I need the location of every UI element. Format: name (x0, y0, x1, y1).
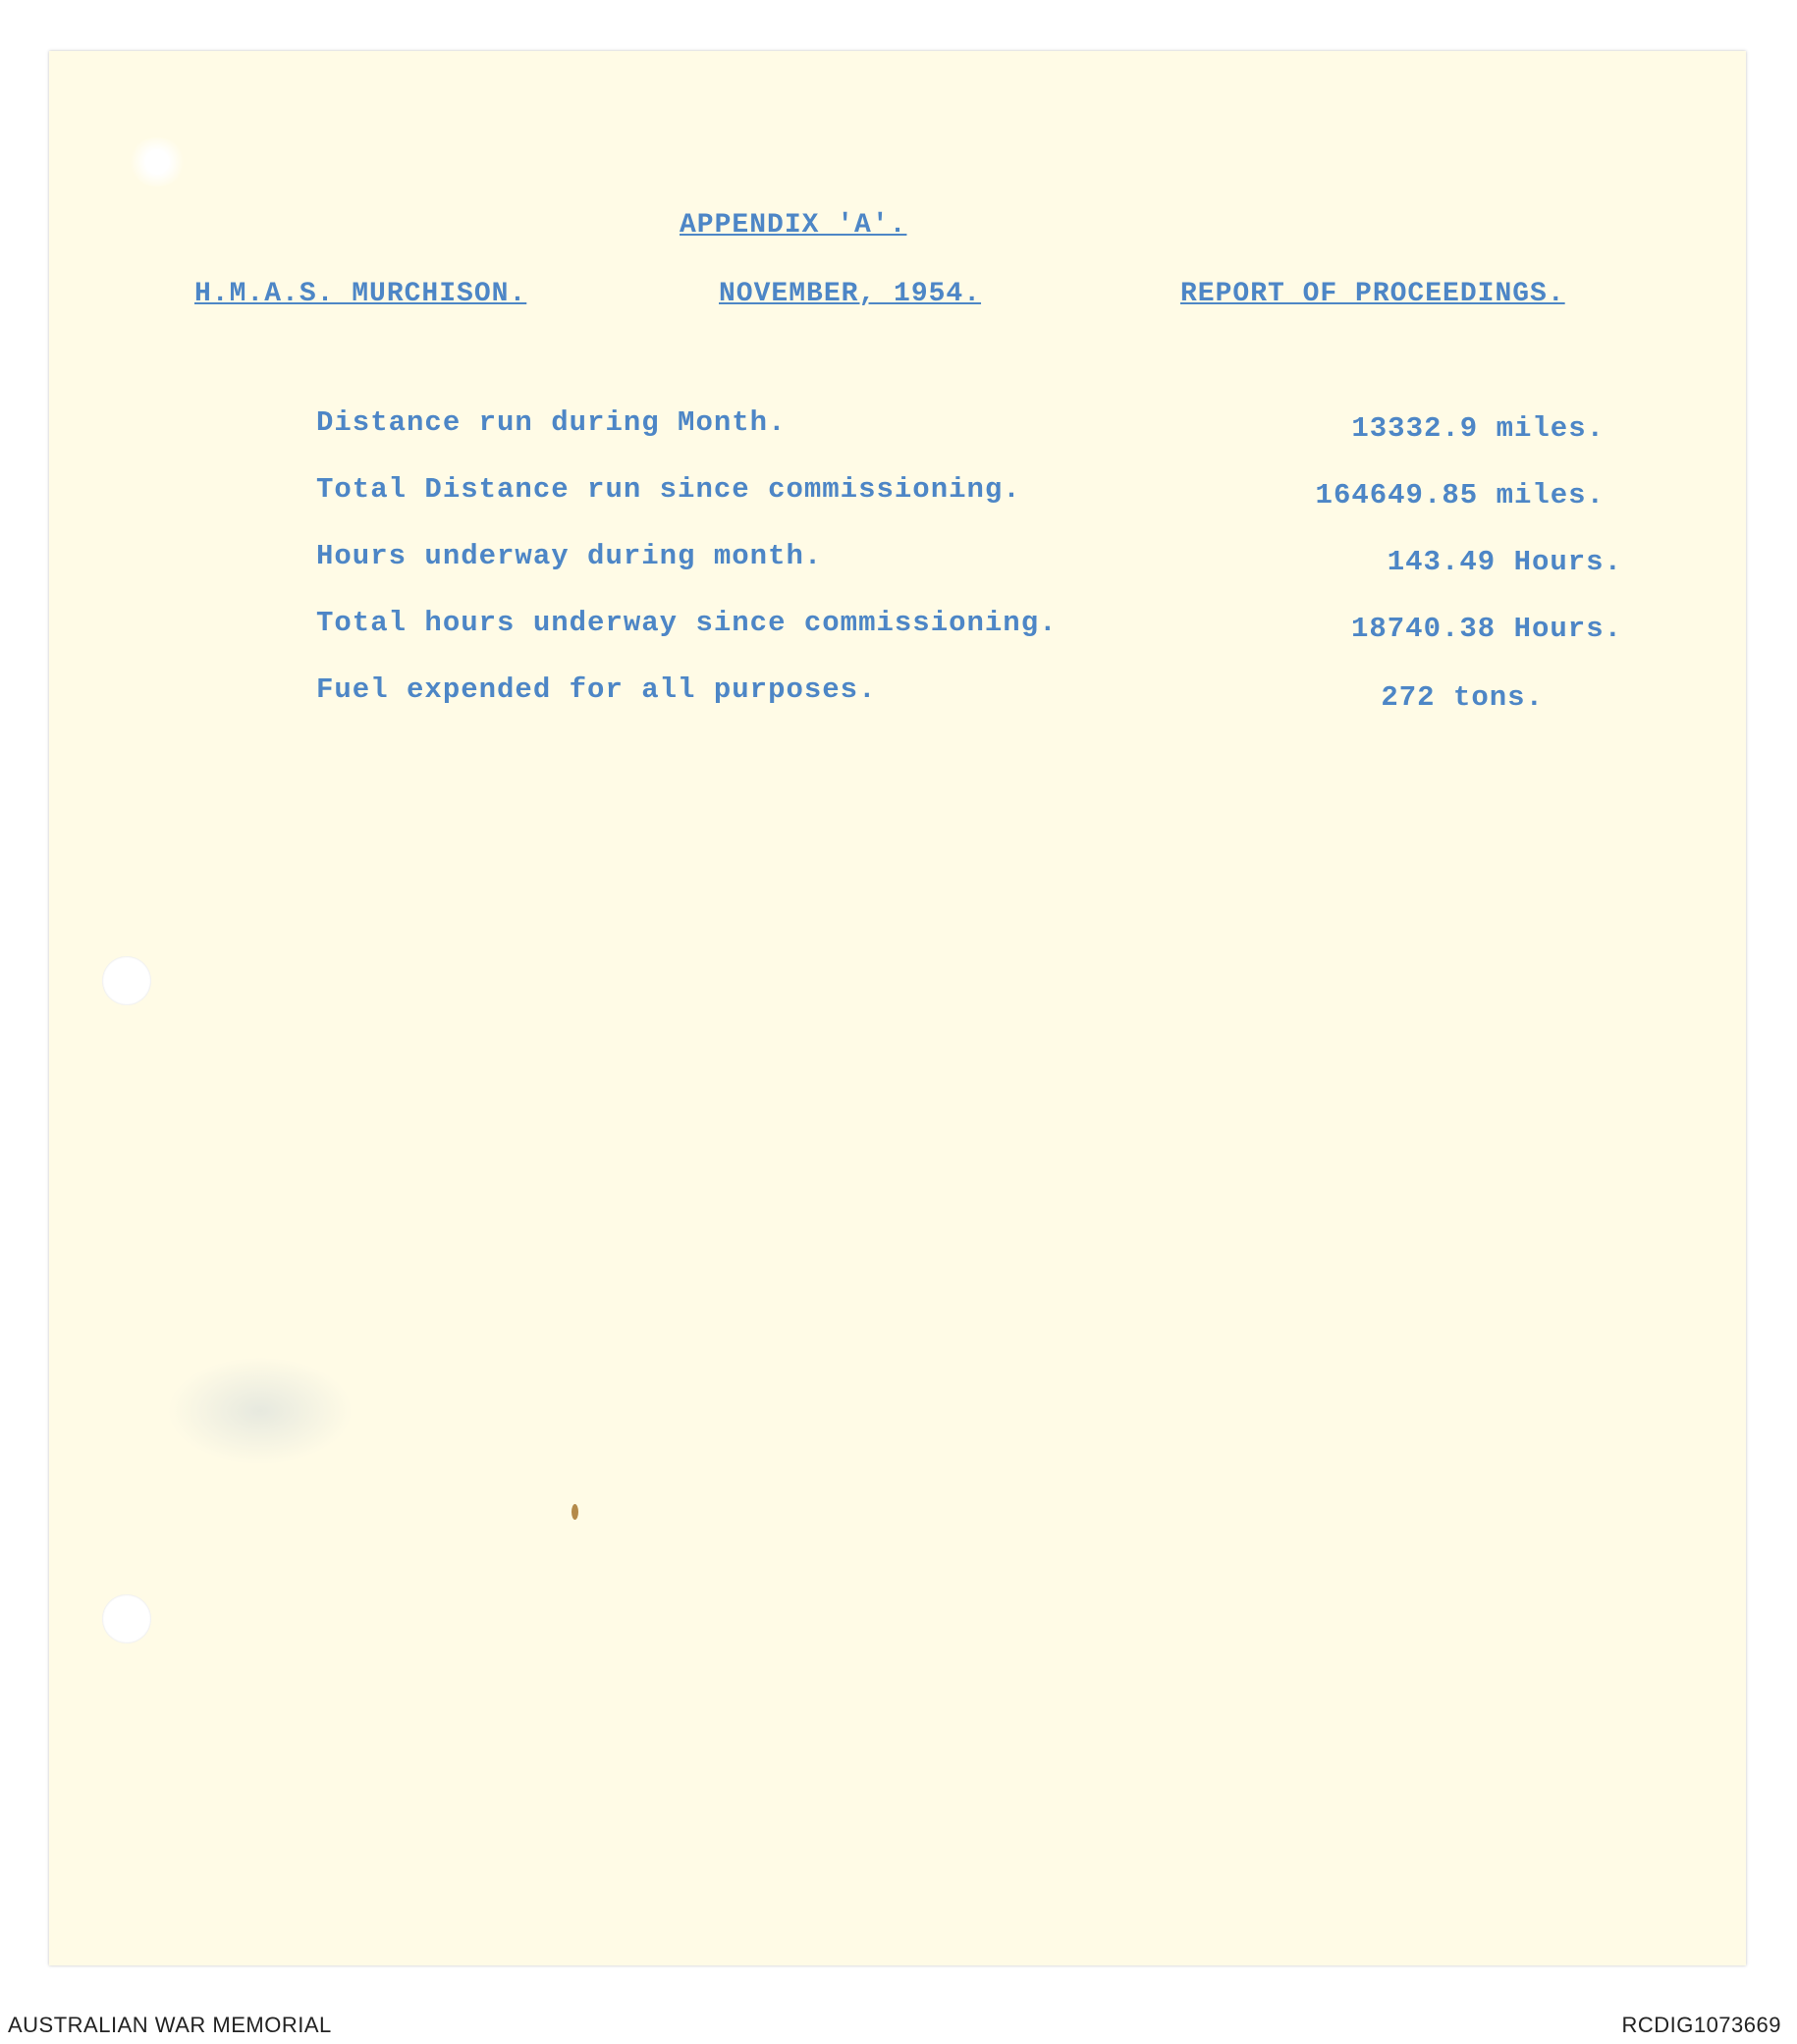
row-value-distance-month: 13332.9 miles. (1351, 412, 1605, 445)
row-value-total-hours: 18740.38 Hours. (1350, 613, 1622, 645)
report-month: NOVEMBER, 1954. (719, 279, 982, 309)
punch-hole-bottom (102, 1594, 151, 1643)
row-label-distance-month: Distance run during Month. (316, 406, 787, 439)
punch-hole-top (102, 956, 151, 1005)
ship-name: H.M.A.S. MURCHISON. (194, 279, 527, 309)
row-label-total-hours: Total hours underway since commissioning. (316, 607, 1058, 639)
ink-smudge (167, 1357, 354, 1465)
report-title: REPORT OF PROCEEDINGS. (1180, 279, 1565, 309)
row-value-fuel: 272 tons. (1381, 681, 1544, 714)
paper-tear-mark (128, 137, 187, 187)
row-value-hours-month: 143.49 Hours. (1387, 546, 1622, 578)
footer-record-id: RCDIG1073669 (1621, 2013, 1781, 2037)
row-label-fuel: Fuel expended for all purposes. (316, 673, 877, 706)
row-label-hours-month: Hours underway during month. (316, 540, 823, 572)
appendix-title: APPENDIX 'A'. (680, 210, 907, 241)
footer-archive-name: AUSTRALIAN WAR MEMORIAL (8, 2013, 332, 2037)
row-label-total-distance: Total Distance run since commissioning. (316, 473, 1021, 506)
row-value-total-distance: 164649.85 miles. (1315, 479, 1605, 511)
document-page (49, 51, 1746, 1965)
stain-spot (572, 1504, 578, 1520)
